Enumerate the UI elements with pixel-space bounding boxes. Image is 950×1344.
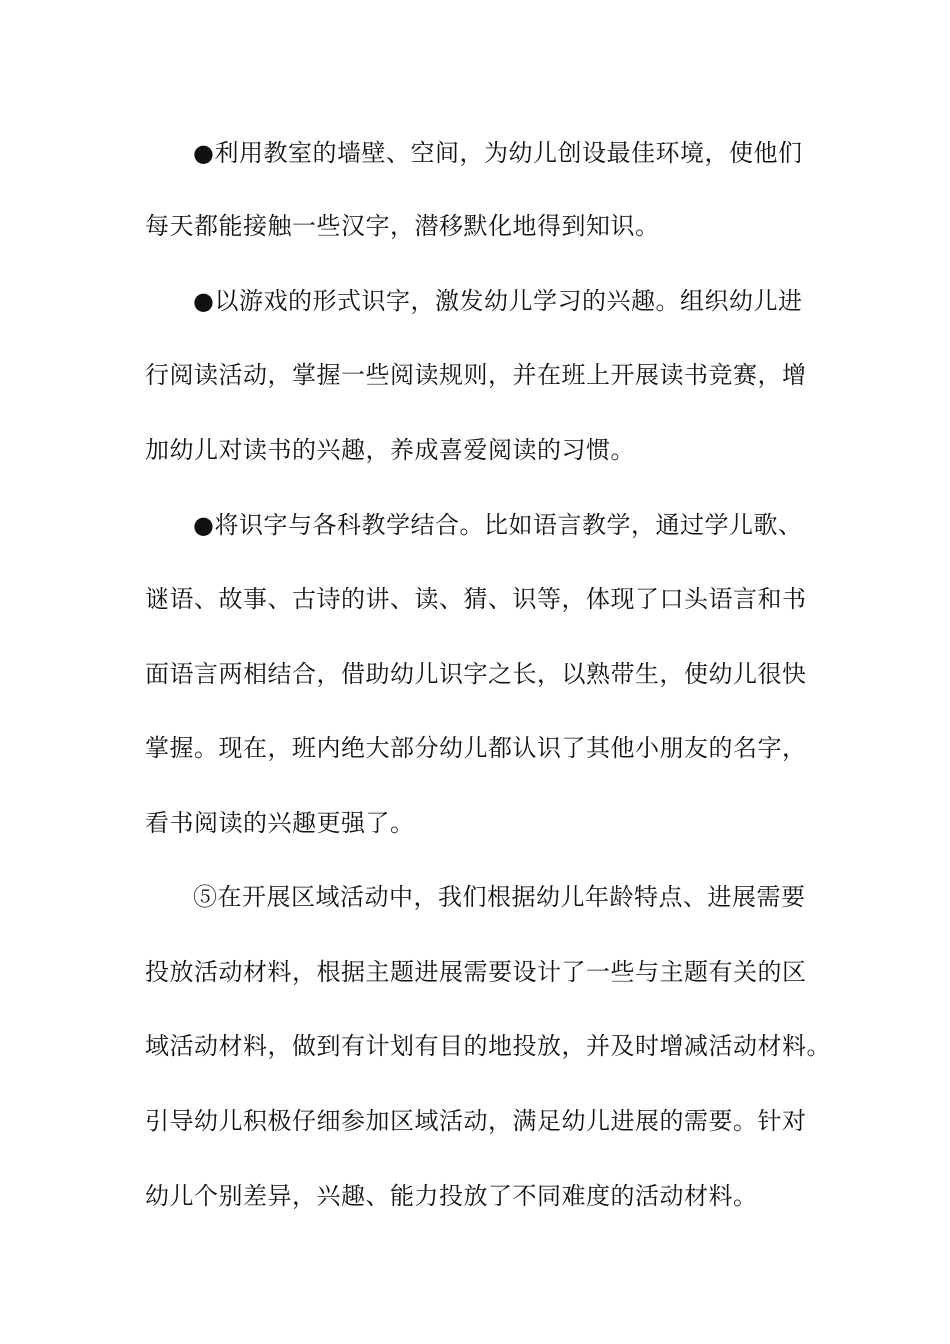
paragraph-line: 幼儿个别差异，兴趣、能力投放了不同难度的活动材料。 [145,1182,758,1210]
paragraph-line: ●利用教室的墙壁、空间，为幼儿创设最佳环境，使他们 [193,139,803,167]
paragraph-line: ⑤在开展区域活动中，我们根据幼儿年龄特点、进展需要 [193,883,806,911]
paragraph-line: 掌握。现在，班内绝大部分幼儿都认识了其他小朋友的名字， [145,734,807,762]
paragraph-line: 看书阅读的兴趣更强了。 [145,809,415,837]
paragraph-line: ●将识字与各科教学结合。比如语言教学，通过学儿歌、 [193,511,803,539]
paragraph-line: ●以游戏的形式识字，激发幼儿学习的兴趣。组织幼儿进 [193,287,803,315]
paragraph-line: 行阅读活动，掌握一些阅读规则，并在班上开展读书竞赛，增 [145,361,807,389]
paragraph-line: 谜语、故事、古诗的讲、读、猜、识等，体现了口头语言和书 [145,585,807,613]
paragraph-line: 域活动材料，做到有计划有目的地投放，并及时增减活动材料。 [145,1032,831,1060]
paragraph-line: 每天都能接触一些汉字，潜移默化地得到知识。 [145,212,660,240]
paragraph-line: 面语言两相结合，借助幼儿识字之长，以熟带生，使幼儿很快 [145,660,807,688]
paragraph-line: 投放活动材料，根据主题进展需要设计了一些与主题有关的区 [145,958,807,986]
paragraph-line: 引导幼儿积极仔细参加区域活动，满足幼儿进展的需要。针对 [145,1107,807,1135]
paragraph-line: 加幼儿对读书的兴趣，养成喜爱阅读的习惯。 [145,436,635,464]
